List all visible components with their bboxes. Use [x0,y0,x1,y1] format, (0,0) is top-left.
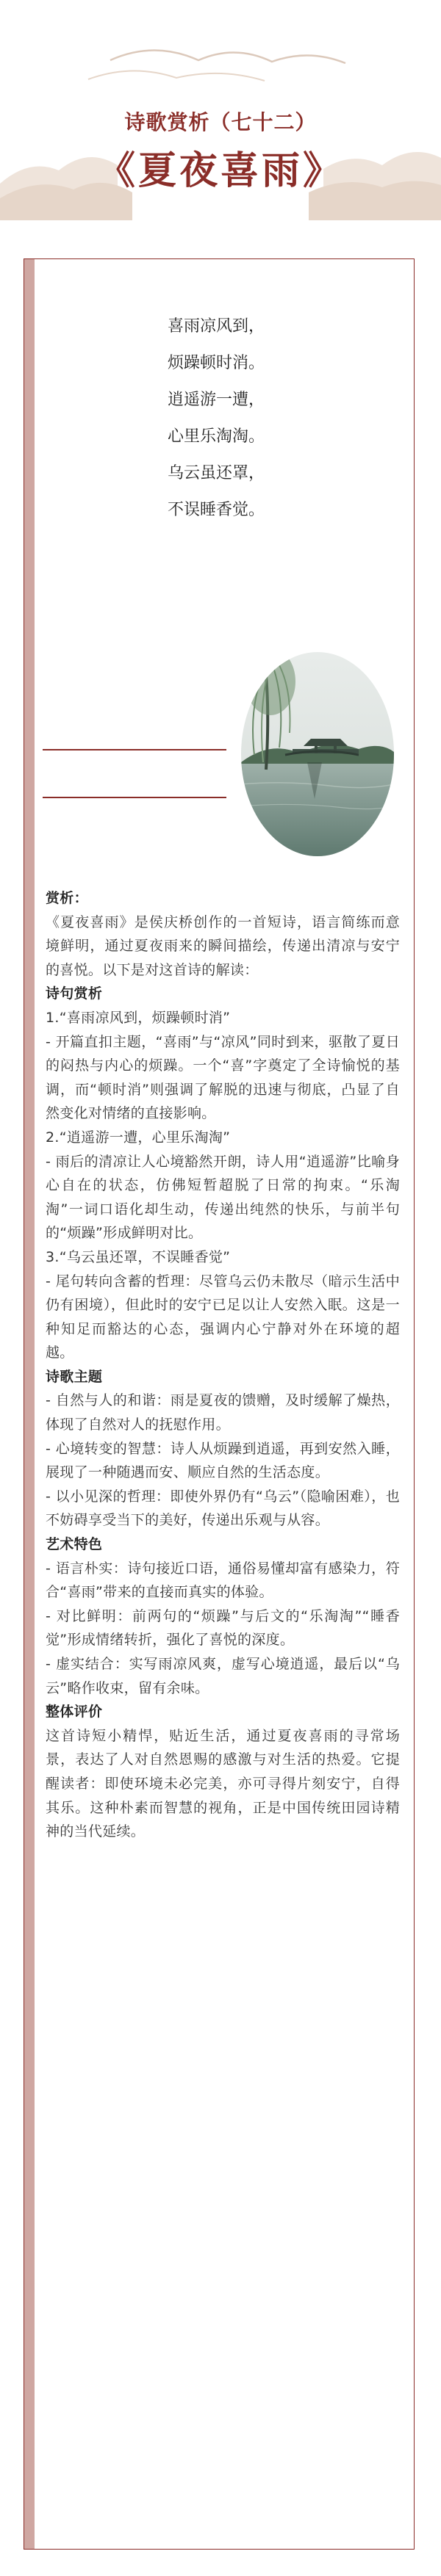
poem-text [168,308,388,529]
section-item: - 心境转变的智慧：诗人从烦躁到逍遥，再到安然入睡，展现了一种随遇而安、顺应自然的生活态度。 [46,1440,400,1481]
poem-title: 《夏夜喜雨》 [96,149,344,193]
section-item: - 对比鲜明：前两句的“烦躁”与后文的“乐淘淘”“睡香觉”形成情绪转折，强化了喜悦的深度。 [46,1607,400,1649]
poem-line: 烦躁顿时消。 [168,354,265,372]
poem-line: 乌云虽还罩， [168,464,265,482]
analysis-label: 赏析： [46,890,88,906]
analysis-text [46,886,400,1844]
divider-line [43,797,226,798]
section-item: - 尾句转向含蓄的哲理：尽管乌云仍未散尽（暗示生活中仍有困境），但此时的安宁已足以让人安然入眠。这是一种知足而豁达的心态，强调内心宁静对外在环境的超越。 [46,1273,400,1361]
section-item: 2.“逍遥游一遭，心里乐淘淘” [46,1129,231,1146]
lakeside-photo [241,652,394,856]
analysis-intro: 《夏夜喜雨》是侯庆桥创作的一首短诗，语言简练而意境鲜明，通过夏夜雨来的瞬间描绘，传递出清凉与安宁的喜悦。以下是对这首诗的解读： [46,913,400,978]
section-heading: 艺术特色 [46,1536,103,1553]
section-heading: 诗句赏析 [46,985,103,1002]
section-heading: 诗歌主题 [46,1368,103,1385]
poem-line: 逍遥游一遭， [168,391,265,409]
section-item: - 开篇直扣主题，“喜雨”与“凉风”同时到来，驱散了夏日的闷热与内心的烦躁。一个“喜”字奠定了全诗愉悦的基调，而“顿时消”则强调了解脱的迅速与彻底，凸显了自然变化对情绪的直接影响。 [46,1033,400,1122]
section-item: - 雨后的清凉让人心境豁然开朗，诗人用“逍遥游”比喻身心自在的状态，仿佛短暂超脱了日常的拘束。“乐淘淘”一词口语化却生动，传递出纯然的快乐，与前半句的“烦躁”形成鲜明对比。 [46,1153,400,1242]
poem-line: 不误睡香觉。 [168,501,265,519]
lakeside-willow-pavilion-photo-icon [241,652,394,856]
left-accent-strip [24,259,35,2549]
section-item: - 自然与人的和谐：雨是夏夜的馈赠，及时缓解了燥热，体现了自然对人的抚慰作用。 [46,1392,400,1433]
section-item: 1.“喜雨凉风到，烦躁顿时消” [46,1009,231,1026]
section-item: - 以小见深的哲理：即使外界仍有“乌云”（隐喻困难），也不妨碍享受当下的美好，传递出乐观与从容。 [46,1488,400,1529]
section-item: 这首诗短小精悍，贴近生活，通过夏夜喜雨的寻常场景，表达了人对自然恩赐的感激与对生活的热爱。它提醒读者：即使环境未必完美，亦可寻得片刻安宁，自得其乐。这种朴素而智慧的视角，正是中国传统田园诗精神的当代延续。 [46,1727,400,1840]
header-banner [0,0,441,220]
section-item: - 语言朴实：诗句接近口语，通俗易懂却富有感染力，符合“喜雨”带来的直接而真实的体验。 [46,1560,400,1601]
section-item: 3.“乌云虽还罩，不误睡香觉” [46,1248,231,1265]
section-heading: 整体评价 [46,1704,103,1721]
section-item: - 虚实结合：实写雨凉风爽，虚写心境逍遥，最后以“乌云”略作收束，留有余味。 [46,1656,400,1696]
poem-line: 喜雨凉风到， [168,317,265,336]
series-title: 诗歌赏析（七十二） [124,110,317,134]
divider-line [43,749,226,750]
poem-line: 心里乐淘淘。 [168,427,265,446]
